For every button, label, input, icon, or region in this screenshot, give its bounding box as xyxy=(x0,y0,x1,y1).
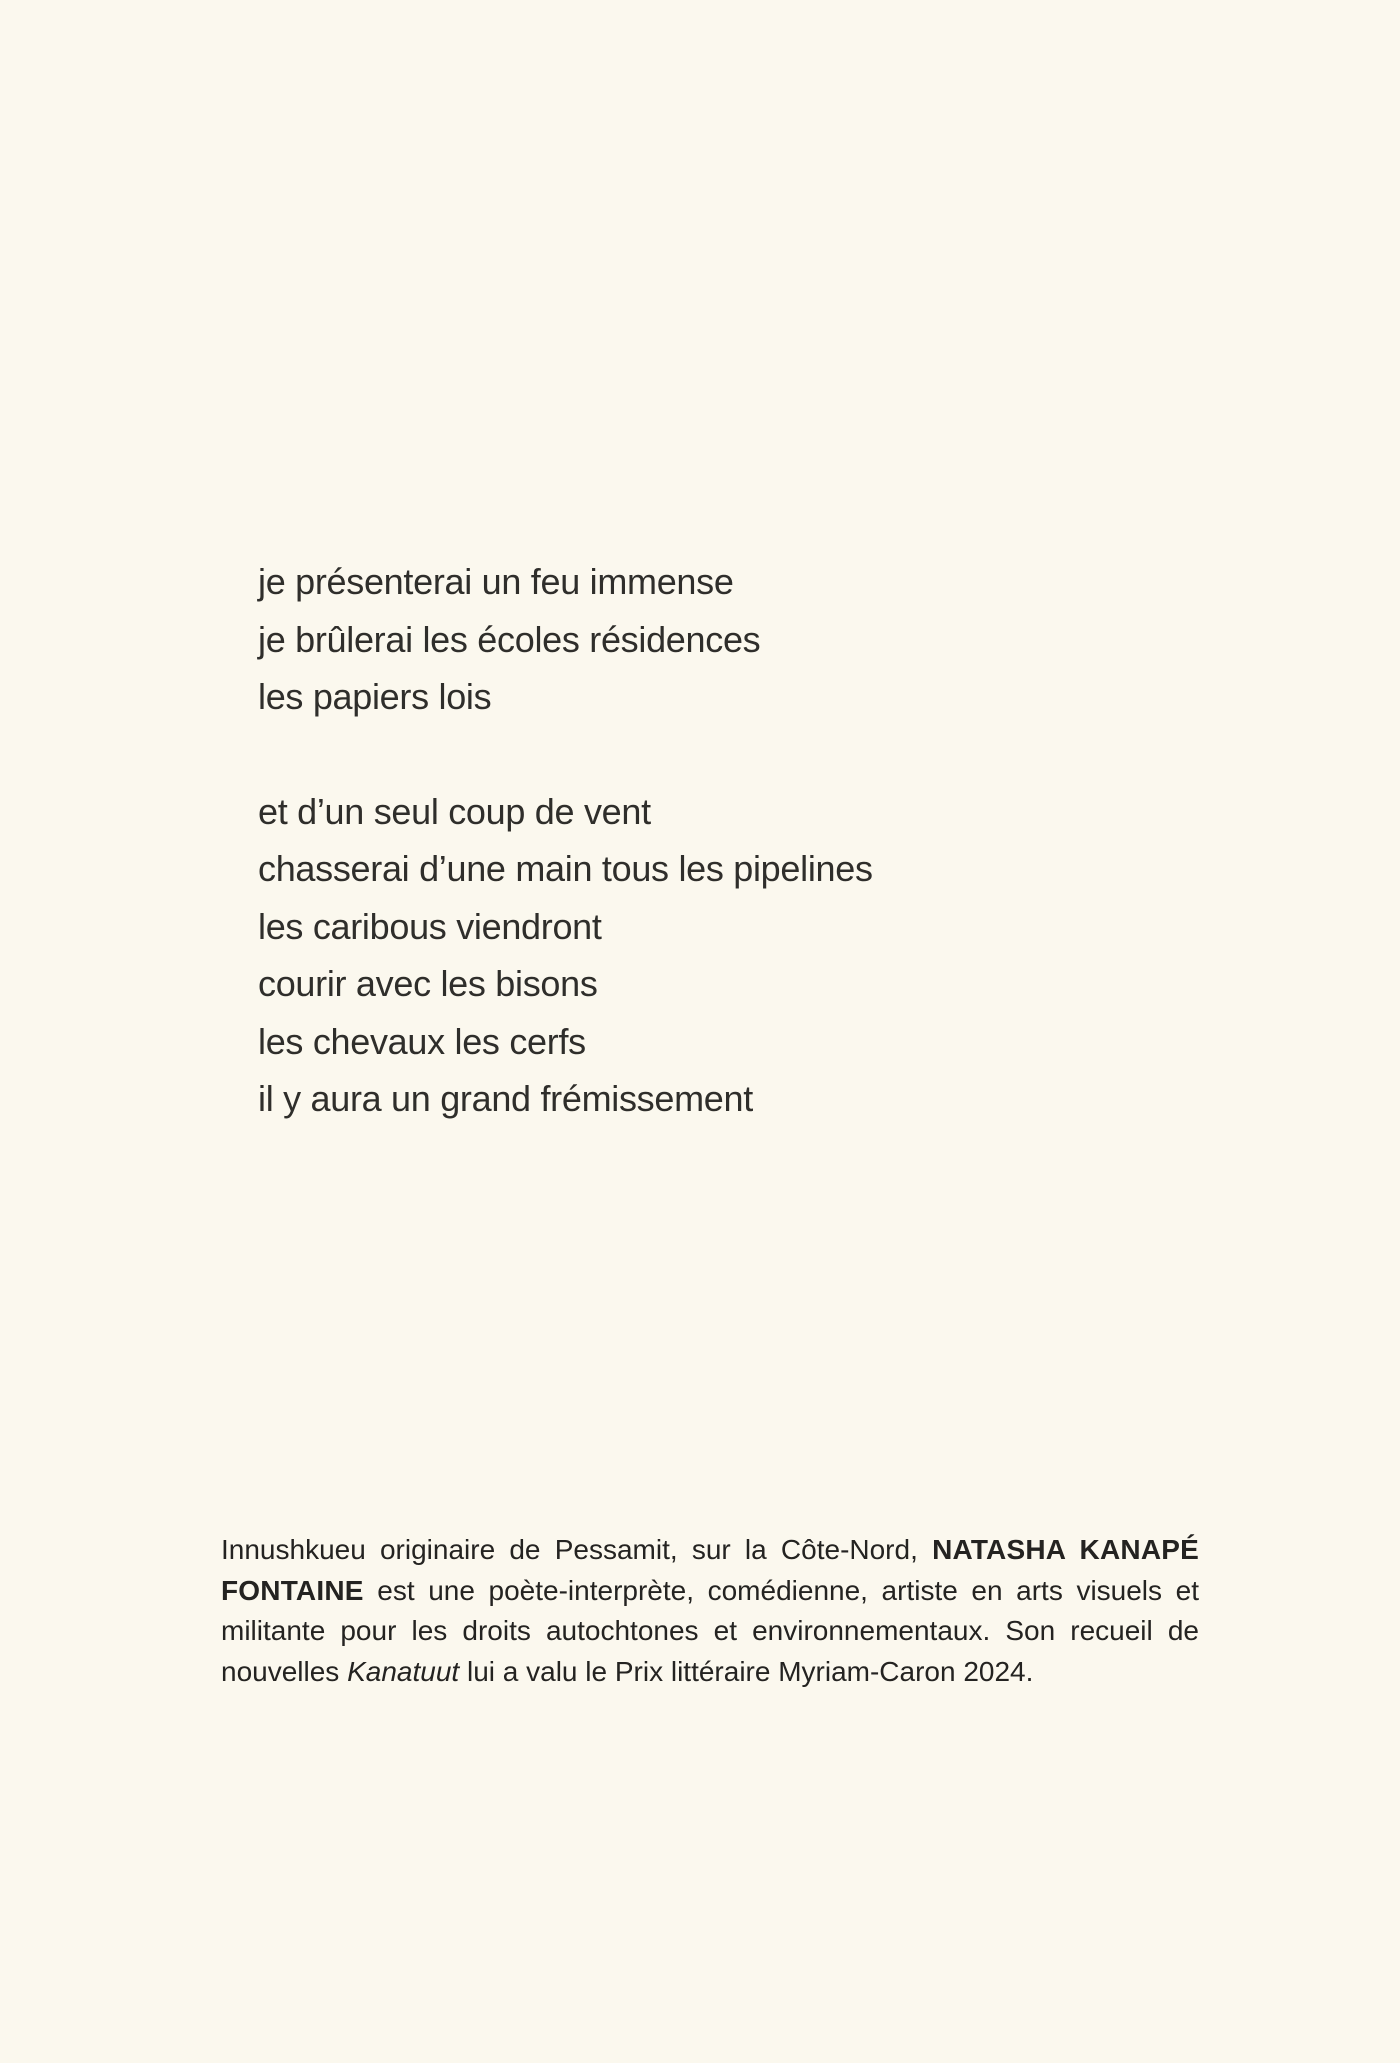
bio-middle: est une poète-interprète, comédienne, artiste en arts visuels et militante pour les droits autochtones et environnementaux. Son recueil de nouvelles xyxy=(221,1574,1199,1687)
author-bio xyxy=(221,1530,1199,1692)
poem xyxy=(258,553,1158,1128)
poem-line: les chevaux les cerfs xyxy=(258,1020,586,1062)
poem-line: je présenterai un feu immense xyxy=(258,561,734,602)
poem-stanza-1 xyxy=(258,553,1158,726)
poem-line: chasserai d’une main tous les pipelines xyxy=(258,848,873,889)
poem-stanza-2 xyxy=(258,783,1158,1128)
poem-line: je brûlerai les écoles résidences xyxy=(258,618,761,660)
poem-line: et d’un seul coup de vent xyxy=(258,790,651,832)
book-title: Kanatuut xyxy=(347,1655,460,1687)
author-name: NATASHA KANAPÉ FONTAINE xyxy=(221,1534,1199,1606)
poem-line: les papiers lois xyxy=(258,676,492,717)
poem-line: il y aura un grand frémissement xyxy=(258,1078,753,1119)
bio-intro: Innushkueu originaire de Pessamit, sur la Côte-Nord, xyxy=(221,1534,933,1565)
poem-line: courir avec les bisons xyxy=(258,963,598,1004)
bio-end: lui a valu le Prix littéraire Myriam-Caron 2024. xyxy=(459,1655,1034,1687)
poem-line: les caribous viendront xyxy=(258,905,602,947)
